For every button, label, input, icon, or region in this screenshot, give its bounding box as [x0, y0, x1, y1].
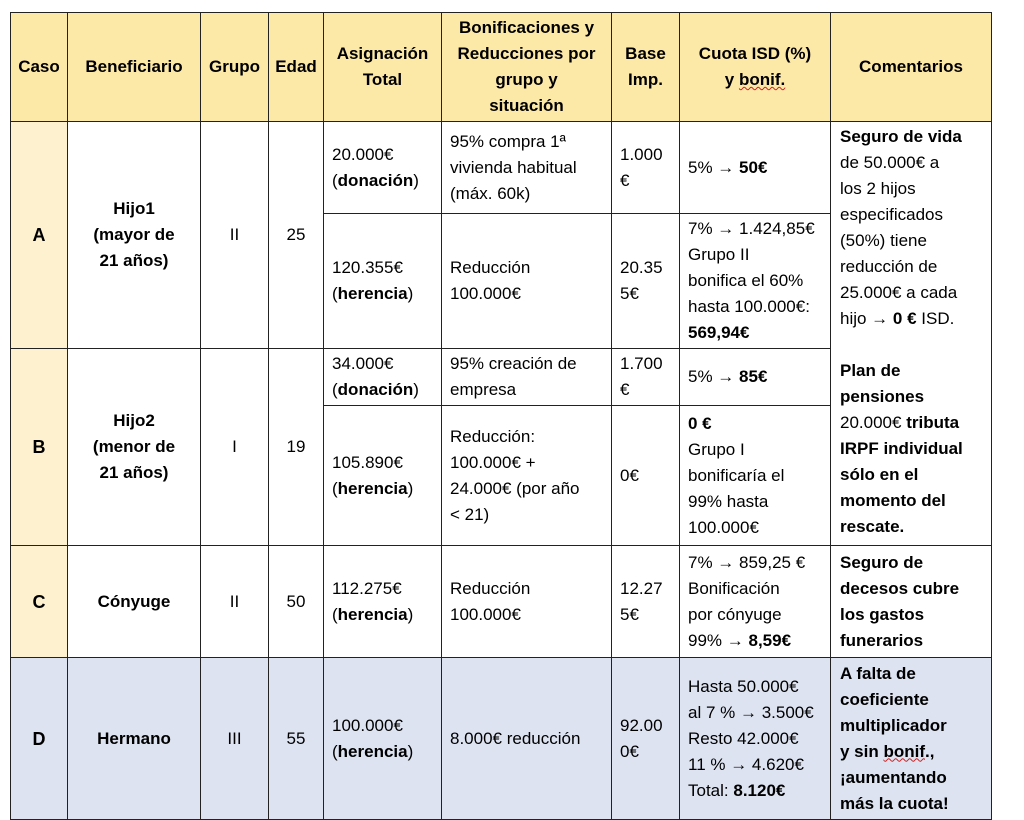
asignacion-c: 112.275€ (herencia)	[324, 546, 442, 658]
edad-a: 25	[269, 122, 324, 349]
header-bonificaciones: Bonificaciones y Reducciones por grupo y situación	[442, 13, 612, 122]
header-edad: Edad	[269, 13, 324, 122]
caso-d: D	[11, 658, 68, 820]
header-caso: Caso	[11, 13, 68, 122]
bonif-b2: Reducción: 100.000€ + 24.000€ (por año < 21)	[442, 406, 612, 546]
caso-b: B	[11, 349, 68, 546]
asignacion-b1: 34.000€ (donación)	[324, 349, 442, 406]
beneficiario-c: Cónyuge	[68, 546, 201, 658]
asignacion-a2: 120.355€ (herencia)	[324, 214, 442, 349]
edad-b: 19	[269, 349, 324, 546]
base-b2: 0€	[612, 406, 680, 546]
bonif-d: 8.000€ reducción	[442, 658, 612, 820]
cuota-a2: 7% → 1.424,85€ Grupo II bonifica el 60% hasta 100.000€: 569,94€	[680, 214, 831, 349]
tax-table	[10, 12, 992, 820]
beneficiario-d: Hermano	[68, 658, 201, 820]
cuota-a1: 5% → 50€	[680, 122, 831, 214]
bonif-b1: 95% creación de empresa	[442, 349, 612, 406]
table-row-a1	[11, 122, 992, 214]
header-asignacion: Asignación Total	[324, 13, 442, 122]
bonif-c: Reducción 100.000€	[442, 546, 612, 658]
comentario-ab: Seguro de vida de 50.000€ a los 2 hijos especificados (50%) tiene reducción de 25.000€ a cada hijo → 0 € ISD. Plan de pensiones 20.000€ tributa IRPF individual sólo en el momento del rescate.	[831, 122, 992, 546]
edad-c: 50	[269, 546, 324, 658]
grupo-a: II	[201, 122, 269, 349]
table-row-c	[11, 546, 992, 658]
header-grupo: Grupo	[201, 13, 269, 122]
table-row-d	[11, 658, 992, 820]
cuota-c: 7% → 859,25 € Bonificación por cónyuge 99% → 8,59€	[680, 546, 831, 658]
asignacion-a1: 20.000€ (donación)	[324, 122, 442, 214]
base-c: 12.27 5€	[612, 546, 680, 658]
header-row	[11, 13, 992, 122]
beneficiario-b: Hijo2 (menor de 21 años)	[68, 349, 201, 546]
bonif-a1: 95% compra 1ª vivienda habitual (máx. 60k)	[442, 122, 612, 214]
beneficiario-a: Hijo1 (mayor de 21 años)	[68, 122, 201, 349]
comentario-c: Seguro de decesos cubre los gastos funerarios	[831, 546, 992, 658]
grupo-b: I	[201, 349, 269, 546]
asignacion-d: 100.000€ (herencia)	[324, 658, 442, 820]
bonif-a2: Reducción 100.000€	[442, 214, 612, 349]
edad-d: 55	[269, 658, 324, 820]
header-comentarios: Comentarios	[831, 13, 992, 122]
cuota-d: Hasta 50.000€ al 7 % → 3.500€ Resto 42.000€ 11 % → 4.620€ Total: 8.120€	[680, 658, 831, 820]
base-a2: 20.35 5€	[612, 214, 680, 349]
header-cuota: Cuota ISD (%) y bonif.	[680, 13, 831, 122]
caso-c: C	[11, 546, 68, 658]
header-base: Base Imp.	[612, 13, 680, 122]
asignacion-b2: 105.890€ (herencia)	[324, 406, 442, 546]
base-a1: 1.000 €	[612, 122, 680, 214]
header-beneficiario: Beneficiario	[68, 13, 201, 122]
base-d: 92.00 0€	[612, 658, 680, 820]
comentario-d: A falta de coeficiente multiplicador y sin bonif., ¡aumentando más la cuota!	[831, 658, 992, 820]
grupo-c: II	[201, 546, 269, 658]
cuota-b1: 5% → 85€	[680, 349, 831, 406]
base-b1: 1.700 €	[612, 349, 680, 406]
cuota-b2: 0 € Grupo I bonificaría el 99% hasta 100.000€	[680, 406, 831, 546]
caso-a: A	[11, 122, 68, 349]
grupo-d: III	[201, 658, 269, 820]
